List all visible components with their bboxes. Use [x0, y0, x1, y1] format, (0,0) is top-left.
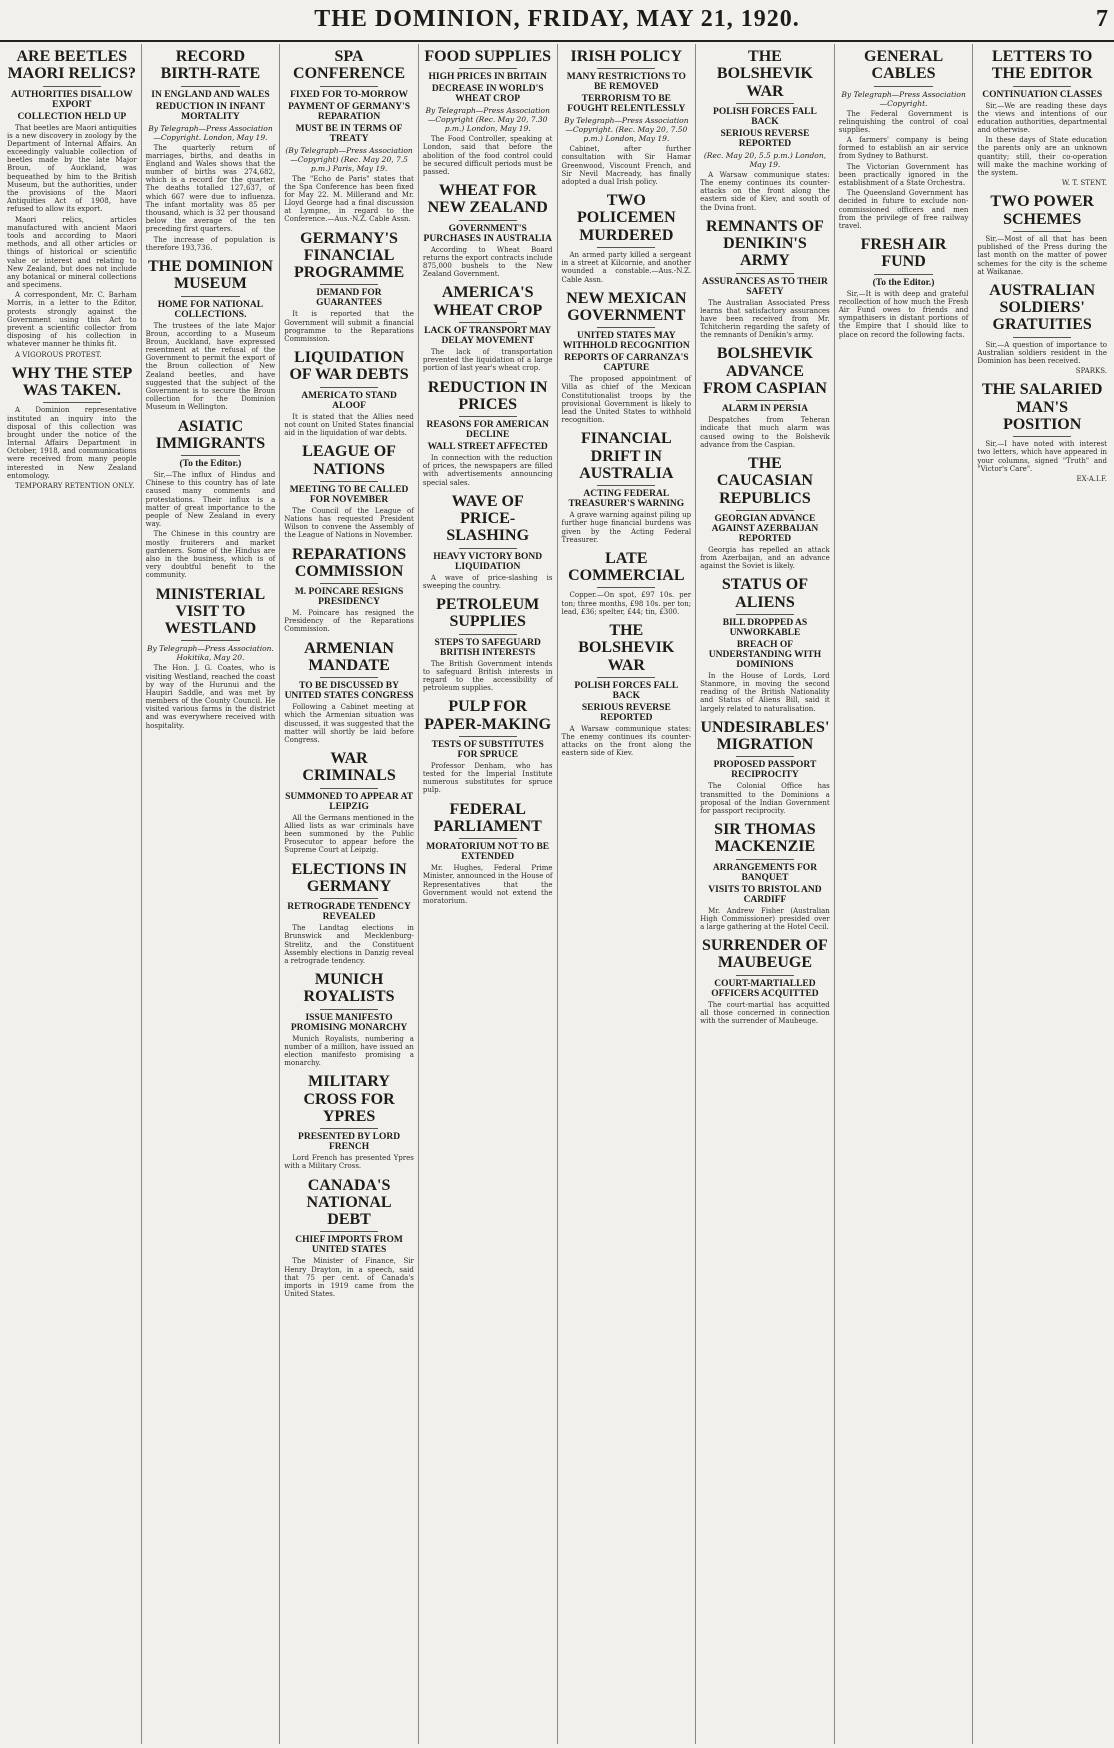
- article-subhead: MORATORIUM NOT TO BE EXTENDED: [426, 842, 550, 863]
- article-subhead: IN ENGLAND AND WALES: [151, 89, 270, 100]
- article-paragraph: The Chinese in this country are mostly fruiterers and market gardeners. Some of the Hindus are also in the business, which is of very doubtful benefit to the community.: [145, 530, 276, 580]
- headline-rule: [320, 788, 378, 789]
- article-paragraph: Lord French has presented Ypres with a Military Cross.: [284, 1154, 414, 1171]
- headline-rule: [181, 640, 239, 641]
- article: [423, 48, 553, 176]
- article-headline: SPA CONFERENCE: [293, 48, 406, 83]
- article-paragraph: Sir,—It is with deep and grateful recollection of how much the Fresh Air Fund owes to friends and sympathisers in distant portions of the Empire that I should like to place on record the following facts.: [838, 289, 969, 339]
- article-subhead: HOME FOR NATIONAL COLLECTIONS.: [157, 299, 264, 320]
- article-subhead: (To the Editor.): [179, 459, 242, 470]
- article-paragraph: The Minister of Finance, Sir Henry Drayton, in a speech, said that 75 per cent. of Canada's imports in 1919 came from the United States.: [284, 1257, 414, 1299]
- article-dateline: By Telegraph—Press Association—Copyright. London, May 19.: [148, 123, 273, 142]
- article-subhead: CONTINUATION CLASSES: [982, 89, 1103, 100]
- headline-rule: [320, 1009, 378, 1010]
- article-subhead: BILL DROPPED AS UNWORKABLE: [722, 617, 808, 638]
- article: [423, 801, 553, 905]
- headline-rule: [1013, 231, 1071, 232]
- article: [284, 349, 414, 437]
- headline-rule: [181, 455, 239, 456]
- article-subhead: SUMMONED TO APPEAR AT LEIPZIG: [285, 791, 414, 812]
- article-headline: ARE BEETLES MAORI RELICS?: [7, 48, 137, 83]
- article-dateline: (Rec. May 20, 5.5 p.m.) London, May 19.: [703, 150, 827, 169]
- article: [284, 971, 414, 1067]
- article-paragraph: Despatches from Teheran indicate that much alarm was caused owing to the Bolshevik advance from the Caspian.: [700, 416, 830, 449]
- article-paragraph: The lack of transportation prevented the liquidation of a large portion of last year's wheat crop.: [422, 348, 553, 373]
- article-signature: EX-A.I.F.: [1076, 474, 1107, 483]
- article-paragraph: The British Government intends to safeguard British interests in regard to the accessibility of petroleum supplies.: [422, 659, 553, 693]
- article-headline: REMNANTS OF DENIKIN'S ARMY: [706, 217, 824, 270]
- article-paragraph: A Dominion representative instituted an inquiry into the disposal of this collection was brought under the notice of the Internal Affairs Department in October, 1918, and communications were received from many people interested in New Zealand entomology.: [7, 406, 137, 480]
- article-subhead: COLLECTION HELD UP: [17, 111, 127, 122]
- article-paragraph: All the Germans mentioned in the Allied lists as war criminals have been summoned by the Public Prosecutor to appear before the Supreme Court at Leipzig.: [284, 813, 414, 855]
- article: [423, 493, 553, 590]
- newspaper-title: THE DOMINION, FRIDAY, MAY 21, 1920.: [314, 6, 800, 32]
- article-paragraph: The proposed appointment of Villa as chief of the Mexican Constitutionalist troops by the provisional Government is likely to lead the United States to withhold recognition.: [561, 375, 692, 425]
- article-headline: FRESH AIR FUND: [860, 236, 947, 271]
- article-paragraph: It is reported that the Government will submit a financial programme to the Reparations Commission.: [284, 310, 414, 344]
- article: [562, 622, 692, 758]
- article-signature: W. T. STENT.: [1061, 179, 1107, 188]
- article: [700, 821, 830, 931]
- article-paragraph: Professor Denham, who has tested for the Imperial Institute numerous substitutes for spruce pulp.: [422, 761, 553, 795]
- article-headline: CANADA'S NATIONAL DEBT: [306, 1176, 392, 1229]
- column-3: [279, 44, 418, 1744]
- headline-rule: [736, 400, 794, 401]
- article-headline: AUSTRALIAN SOLDIERS' GRATUITIES: [989, 281, 1096, 334]
- column-7: [834, 44, 973, 1744]
- article: [284, 230, 414, 344]
- column-5: [557, 44, 696, 1744]
- article: [700, 937, 830, 1025]
- headline-rule: [597, 247, 655, 248]
- article-subhead: BREACH OF UNDERSTANDING WITH DOMINIONS: [708, 639, 822, 670]
- headline-rule: [181, 296, 239, 297]
- article-paragraph: The Victorian Government has been practically ignored in the establishment of a State Orchestra.: [838, 162, 969, 188]
- article-paragraph: Sir,—I have noted with interest two letters, which have appeared in your columns, signed "Truth" and "Victor's Care".: [977, 440, 1107, 473]
- article-subhead: STEPS TO SAFEGUARD BRITISH INTERESTS: [434, 637, 541, 658]
- article-paragraph: That beetles are Maori antiquities is a new discovery in zoology by the Department of Internal Affairs. An exceedingly valuable collection of beetles made by the late Major Broun, of Auckland, was bequeathed by him to the British Museum, but the authorities, under the provisions of the Maori Antiquities Act of 1908, have refused to allow its export.: [7, 123, 137, 214]
- headline-rule: [43, 402, 101, 403]
- article-paragraph: A VIGOROUS PROTEST.: [15, 350, 102, 359]
- article-subhead: REDUCTION IN INFANT MORTALITY: [155, 101, 265, 122]
- article-subhead: PROPOSED PASSPORT RECIPROCITY: [713, 760, 817, 781]
- article-paragraph: In these days of State education the parents only are an unknown quantity; still, their co-operation will make the machine working of the system.: [977, 136, 1107, 178]
- headline-rule: [320, 284, 378, 285]
- headline-rule: [459, 220, 517, 221]
- article-subhead: M. POINCARE RESIGNS PRESIDENCY: [294, 587, 404, 608]
- article-paragraph: The increase of population is therefore 193,736.: [145, 235, 276, 252]
- article-headline: GENERAL CABLES: [864, 48, 944, 83]
- article-headline: LATE COMMERCIAL: [568, 549, 685, 585]
- article-paragraph: A Warsaw communique states: The enemy continues its counter-attacks on the front along the eastern side of Kiev.: [561, 724, 692, 758]
- article-headline: ASIATIC IMMIGRANTS: [155, 417, 266, 452]
- article-headline: SIR THOMAS MACKENZIE: [714, 821, 816, 856]
- headline-rule: [736, 756, 794, 757]
- headline-rule: [1013, 436, 1071, 437]
- headline-rule: [43, 86, 101, 87]
- article-headline: AMERICA'S WHEAT CROP: [433, 284, 543, 319]
- article-headline: PULP FOR PAPER-MAKING: [424, 698, 552, 733]
- article-paragraph: The Landtag elections in Brunswick and Mecklenburg-Strelitz, and the Constituent Assembly elections in Danzig reveal a retrograde tendency.: [284, 924, 414, 965]
- article-signature: SPARKS.: [1075, 367, 1107, 376]
- article: [977, 282, 1107, 376]
- article: [700, 48, 830, 212]
- article: [423, 596, 553, 692]
- article-subhead: AMERICA TO STAND ALOOF: [301, 390, 397, 411]
- article-subhead: TO BE DISCUSSED BY UNITED STATES CONGRESS: [284, 681, 414, 702]
- article-subhead: ASSURANCES AS TO THEIR SAFETY: [701, 276, 828, 297]
- article-headline: ARMENIAN MANDATE: [304, 639, 394, 674]
- column-6: [695, 44, 834, 1744]
- article-subhead: MANY RESTRICTIONS TO BE REMOVED: [566, 72, 686, 93]
- article-headline: WAVE OF PRICE-SLASHING: [446, 492, 530, 545]
- article-subhead: ACTING FEDERAL TREASURER'S WARNING: [568, 489, 685, 510]
- article-paragraph: A grave warning against piling up further huge financial burdens was given by the Acting Federal Treasurer.: [561, 511, 692, 544]
- newspaper-columns: [3, 44, 1111, 1744]
- article-paragraph: The Queensland Government has decided in future to exclude non-commissioned officers and men from the privilege of free railway travel.: [838, 189, 969, 230]
- article-headline: THE CAUCASIAN REPUBLICS: [716, 455, 813, 507]
- headline-rule: [597, 68, 655, 69]
- article-subhead: RETROGRADE TENDENCY REVEALED: [287, 902, 411, 923]
- article: [423, 379, 553, 487]
- article-headline: THE BOLSHEVIK WAR: [578, 622, 675, 674]
- article: [839, 236, 969, 339]
- article-paragraph: Following a Cabinet meeting at which the Armenian situation was discussed, it was suggested that the matter will shortly be laid before Congress.: [284, 703, 414, 744]
- article-dateline: (By Telegraph—Press Association—Copyright) (Rec. May 20, 7.5 p.m.) Paris, May 19.: [285, 145, 413, 173]
- article-subhead: COURT-MARTIALLED OFFICERS ACQUITTED: [711, 978, 819, 999]
- article-paragraph: The trustees of the late Major Broun, according to a Museum Broun, Auckland, have expressed resentment at the refusal of the Government to permit the export of the Broun collection of New Zealand beetles, and have suggested that the subject of the Government is to secure the Broun collection for the Dominion Museum in Wellington.: [145, 321, 276, 412]
- article-subhead: ARRANGEMENTS FOR BANQUET: [712, 862, 818, 883]
- headline-rule: [320, 583, 378, 584]
- headline-rule: [320, 1231, 378, 1232]
- headline-rule: [874, 274, 932, 275]
- article-headline: MILITARY CROSS FOR YPRES: [303, 1073, 395, 1125]
- column-2: [141, 44, 280, 1744]
- article-subhead: VISITS TO BRISTOL AND CARDIFF: [708, 884, 822, 905]
- article-paragraph: Sir,—Most of all that has been published of the Press during the last month on the matter of power schemes for the city is the scheme at Waikanae.: [977, 234, 1107, 276]
- article-headline: ELECTIONS IN GERMANY: [291, 860, 407, 895]
- article-subhead: TERRORISM TO BE FOUGHT RELENTLESSLY: [567, 94, 686, 115]
- article-subhead: DECREASE IN WORLD'S WHEAT CROP: [431, 84, 544, 105]
- article: [7, 48, 137, 359]
- article-subhead: REPORTS OF CARRANZA'S CAPTURE: [564, 353, 689, 374]
- article-headline: RECORD BIRTH-RATE: [160, 48, 261, 83]
- headline-rule: [736, 614, 794, 615]
- article-subhead: POLISH FORCES FALL BACK: [574, 680, 679, 701]
- headline-rule: [459, 416, 517, 417]
- article: [284, 1073, 414, 1170]
- masthead: [0, 0, 1114, 42]
- article: [146, 258, 276, 412]
- article-headline: PETROLEUM SUPPLIES: [436, 596, 540, 631]
- article-subhead: DEMAND FOR GUARANTEES: [316, 288, 383, 309]
- headline-rule: [874, 86, 932, 87]
- article: [423, 284, 553, 372]
- article-headline: LETTERS TO THE EDITOR: [991, 48, 1093, 83]
- article-paragraph: TEMPORARY RETENTION ONLY.: [15, 482, 135, 490]
- article-headline: UNDESIRABLES' MIGRATION: [700, 718, 830, 754]
- article: [284, 640, 414, 744]
- article-headline: FOOD SUPPLIES: [424, 48, 552, 65]
- article-paragraph: Mr. Andrew Fisher (Australian High Commissioner) presided over a large gathering at the Hotel Cecil.: [700, 906, 830, 932]
- article-paragraph: Cabinet, after further consultation with Sir Hamar Greenwood, Viscount French, and Sir Nevil Macready, has finally adopted a dual Irish policy.: [561, 145, 692, 187]
- article: [700, 345, 830, 449]
- article-paragraph: Sir,—The influx of Hindus and Chinese to this country has of late caused many comments and protestations. Their influx is a matter of great importance to the people of New Zealand in every way.: [145, 471, 276, 529]
- headline-rule: [597, 485, 655, 486]
- article-subhead: TESTS OF SUBSTITUTES FOR SPRUCE: [431, 739, 544, 760]
- headline-rule: [736, 510, 794, 511]
- article-subhead: PRESENTED BY LORD FRENCH: [298, 1132, 401, 1153]
- article-headline: STATUS OF ALIENS: [721, 576, 808, 611]
- column-8: [972, 44, 1111, 1744]
- article: [700, 455, 830, 570]
- article: [562, 430, 692, 544]
- article-paragraph: M. Poincare has resigned the Presidency of the Reparations Commission.: [284, 609, 414, 634]
- article: [284, 1177, 414, 1299]
- headline-rule: [1013, 86, 1071, 87]
- headline-rule: [736, 103, 794, 104]
- headline-rule: [320, 1128, 378, 1129]
- headline-rule: [320, 387, 378, 388]
- article-headline: TWO POLICEMEN MURDERED: [576, 192, 676, 244]
- article-subhead: POLISH FORCES FALL BACK: [713, 106, 817, 127]
- article-paragraph: In the House of Lords, Lord Stanmore, in moving the second reading of the British Nationality and Status of Aliens Bill, said it largely related to naturalisation.: [700, 671, 830, 713]
- article-dateline: By Telegraph—Press Association—Copyright (Rec. May 20, 7.30 p.m.) London, May 19.: [425, 106, 550, 134]
- article-headline: GERMANY'S FINANCIAL PROGRAMME: [293, 229, 405, 282]
- article-subhead: PAYMENT OF GERMANY'S REPARATION: [288, 101, 411, 122]
- article-subhead: UNITED STATES MAY WITHHOLD RECOGNITION: [562, 331, 690, 352]
- article: [284, 48, 414, 224]
- article-headline: LIQUIDATION OF WAR DEBTS: [289, 349, 409, 384]
- article-paragraph: A correspondent, Mr. C. Barham Morris, in a letter to the Editor, protests strongly against the Government using this Act to prevent a scientific collector from disposing of his collection in whatever manner he thinks fit.: [7, 291, 137, 349]
- article-headline: FINANCIAL DRIFT IN AUSTRALIA: [579, 430, 674, 482]
- article-paragraph: Sir,—We are reading these days the views and intentions of our education authorities, departmental and otherwise.: [977, 101, 1107, 135]
- article-headline: REDUCTION IN PRICES: [427, 378, 548, 413]
- article-paragraph: According to Wheat Board returns the export contracts include 875,000 bushels to the New Zealand Government.: [422, 245, 553, 279]
- article-subhead: HEAVY VICTORY BOND LIQUIDATION: [433, 551, 543, 572]
- article: [977, 381, 1107, 483]
- article-headline: WHEAT FOR NEW ZEALAND: [427, 182, 548, 217]
- article: [423, 182, 553, 278]
- article-headline: SURRENDER OF MAUBEUGE: [702, 937, 828, 972]
- article-subhead: SERIOUS REVERSE REPORTED: [720, 128, 810, 149]
- article-paragraph: It is stated that the Allies need not count on United States financial aid in the liquidation of war debts.: [284, 412, 414, 438]
- article-headline: MINISTERIAL VISIT TO WESTLAND: [155, 585, 266, 638]
- article: [700, 719, 830, 815]
- article-dateline: By Telegraph—Press Association—Copyright.: [841, 89, 966, 108]
- article-headline: THE DOMINION MUSEUM: [147, 257, 273, 293]
- article-headline: WAR CRIMINALS: [302, 750, 396, 785]
- headline-rule: [736, 975, 794, 976]
- article-paragraph: Mr. Hughes, Federal Prime Minister, announced in the House of Representatives that the Government would not extend the moratorium.: [422, 864, 553, 905]
- article: [977, 48, 1107, 187]
- headline-rule: [459, 634, 517, 635]
- article: [562, 550, 692, 616]
- article-subhead: ISSUE MANIFESTO PROMISING MONARCHY: [290, 1012, 408, 1033]
- article-paragraph: In connection with the reduction of prices, the newspapers are filled with advertisements announcing special sales.: [422, 454, 553, 487]
- article-paragraph: A Warsaw communique states: The enemy continues its counter-attacks on the front along the eastern side of Kiev, and south of the Dvina front.: [700, 170, 830, 212]
- article: [423, 698, 553, 794]
- article: [284, 443, 414, 539]
- article-paragraph: The court-martial has acquitted all those concerned in connection with the surrender of Maubeuge.: [700, 1000, 830, 1026]
- headline-rule: [597, 587, 655, 588]
- article: [7, 365, 137, 490]
- article-paragraph: The Australian Associated Press learns that satisfactory assurances have been received from Mr. Tchitcherin regarding the safety of the remnants of Denikin's army.: [700, 298, 830, 340]
- headline-rule: [597, 677, 655, 678]
- article-headline: NEW MEXICAN GOVERNMENT: [566, 289, 687, 325]
- article-headline: BOLSHEVIK ADVANCE FROM CASPIAN: [702, 345, 827, 397]
- article: [700, 218, 830, 340]
- article: [977, 193, 1107, 275]
- article: [284, 750, 414, 854]
- article-headline: MUNICH ROYALISTS: [303, 971, 395, 1006]
- article: [562, 48, 692, 186]
- article: [562, 290, 692, 425]
- article-paragraph: The quarterly return of marriages, births, and deaths in England and Wales shows that the number of births was 274,682, which is a record for the quarter. The deaths totalled 127,637, of which 667 were due to influenza. The infant mortality was 85 per thousand, which is 32 per thousand below the average of the ten preceding first quarters.: [145, 143, 276, 234]
- headline-rule: [320, 481, 378, 482]
- article: [146, 48, 276, 252]
- headline-rule: [736, 273, 794, 274]
- article-headline: IRISH POLICY: [570, 48, 683, 65]
- article-paragraph: Maori relics, articles manufactured with ancient Maori tools and according to Maori methods, and all other articles or things of historical or scientific value or interest and relating to New Zealand, but does not include any botanical or mineral collections and specimens.: [7, 215, 137, 290]
- page-number: 7: [1096, 6, 1108, 32]
- article: [284, 861, 414, 965]
- headline-rule: [320, 86, 378, 87]
- column-4: [418, 44, 557, 1744]
- headline-rule: [736, 859, 794, 860]
- article-paragraph: Munich Royalists, numbering a number of a million, have issued an election manifesto promising a monarchy.: [284, 1034, 414, 1068]
- article: [839, 48, 969, 230]
- headline-rule: [320, 898, 378, 899]
- article-paragraph: A wave of price-slashing is sweeping the country.: [422, 573, 553, 590]
- article-headline: THE SALARIED MAN'S POSITION: [981, 381, 1103, 433]
- article-headline: LEAGUE OF NATIONS: [302, 443, 396, 478]
- article-dateline: By Telegraph—Press Association. Hokitika, May 20.: [147, 644, 274, 663]
- article-headline: TWO POWER SCHEMES: [990, 193, 1094, 228]
- article-paragraph: Sir,—A question of importance to Australian soldiers resident in the Dominion has been received.: [977, 340, 1107, 366]
- headline-rule: [459, 548, 517, 549]
- article: [700, 576, 830, 712]
- headline-rule: [459, 322, 517, 323]
- article-subhead: HIGH PRICES IN BRITAIN: [428, 72, 547, 83]
- article: [146, 586, 276, 730]
- article-dateline: By Telegraph—Press Association—Copyright. (Rec. May 20, 7.50 p.m.) London, May 19.: [564, 116, 689, 144]
- article-subhead: AUTHORITIES DISALLOW EXPORT: [10, 89, 133, 110]
- article-paragraph: The Hon. J. G. Coates, who is visiting Westland, reached the coast by way of the Hurunui and the Haupiri Saddle, and was met by members of the County Council. He visited various farms in the district and was everywhere received with hospitality.: [145, 664, 276, 730]
- article-headline: THE BOLSHEVIK WAR: [716, 48, 813, 100]
- article-subhead: SERIOUS REVERSE REPORTED: [581, 702, 671, 723]
- headline-rule: [597, 327, 655, 328]
- article-headline: REPARATIONS COMMISSION: [292, 545, 407, 580]
- headline-rule: [320, 677, 378, 678]
- article-subhead: GOVERNMENT'S PURCHASES IN AUSTRALIA: [423, 223, 552, 244]
- article-paragraph: The Food Controller, speaking at London, said that before the abolition of the food control could be secured difficult periods must be passed.: [422, 135, 553, 177]
- article-paragraph: Copper.—On spot, £97 10s. per ton; three months, £98 10s. per ton; lead, £36; spelter, £44; tin, £300.: [561, 591, 692, 616]
- headline-rule: [1013, 337, 1071, 338]
- article-paragraph: Georgia has repelled an attack from Azerbaijan, and an advance against the Soviet is likely.: [700, 545, 830, 571]
- article-subhead: ALARM IN PERSIA: [721, 404, 808, 415]
- column-1: [3, 44, 141, 1744]
- article-subhead: REASONS FOR AMERICAN DECLINE: [426, 420, 549, 441]
- article-subhead: MUST BE IN TERMS OF TREATY: [295, 123, 403, 144]
- article-paragraph: An armed party killed a sergeant in a street at Kilcornie, and another wounded a constable.—Aus.-N.Z. Cable Assn.: [561, 251, 692, 284]
- article-subhead: MEETING TO BE CALLED FOR NOVEMBER: [289, 484, 409, 505]
- article: [562, 192, 692, 284]
- article-headline: WHY THE STEP WAS TAKEN.: [11, 364, 133, 400]
- article: [284, 546, 414, 634]
- article-paragraph: The "Echo de Paris" states that the Spa Conference has been fixed for May 22. M. Millerand and Mr. Lloyd George had a final discussion at Lympne, in regard to the Conference.—Aus.-N.Z. Cable Assn.: [284, 174, 414, 224]
- article-subhead: FIXED FOR TO-MORROW: [290, 89, 408, 100]
- article-paragraph: The Federal Government is relinquishing the control of coal supplies.: [838, 109, 969, 134]
- article-subhead: CHIEF IMPORTS FROM UNITED STATES: [295, 1235, 403, 1256]
- article-subhead: WALL STREET AFFECTED: [427, 442, 548, 453]
- article-paragraph: The Colonial Office has transmitted to the Dominions a proposal of the Indian Government for passport reciprocity.: [700, 782, 830, 815]
- headline-rule: [459, 68, 517, 69]
- headline-rule: [459, 736, 517, 737]
- headline-rule: [181, 86, 239, 87]
- article-paragraph: A farmers' company is being formed to establish an air service from Sydney to Bathurst.: [838, 136, 969, 161]
- headline-rule: [459, 838, 517, 839]
- article-subhead: LACK OF TRANSPORT MAY DELAY MOVEMENT: [424, 326, 552, 347]
- article-headline: FEDERAL PARLIAMENT: [433, 800, 542, 835]
- article-subhead: GEORGIAN ADVANCE AGAINST AZERBAIJAN REPORTED: [711, 513, 819, 544]
- article: [146, 418, 276, 580]
- article-subhead: (To the Editor.): [872, 277, 935, 288]
- article-paragraph: The Council of the League of Nations has requested President Wilson to convene the Assembly of the League of Nations in November.: [284, 506, 414, 540]
